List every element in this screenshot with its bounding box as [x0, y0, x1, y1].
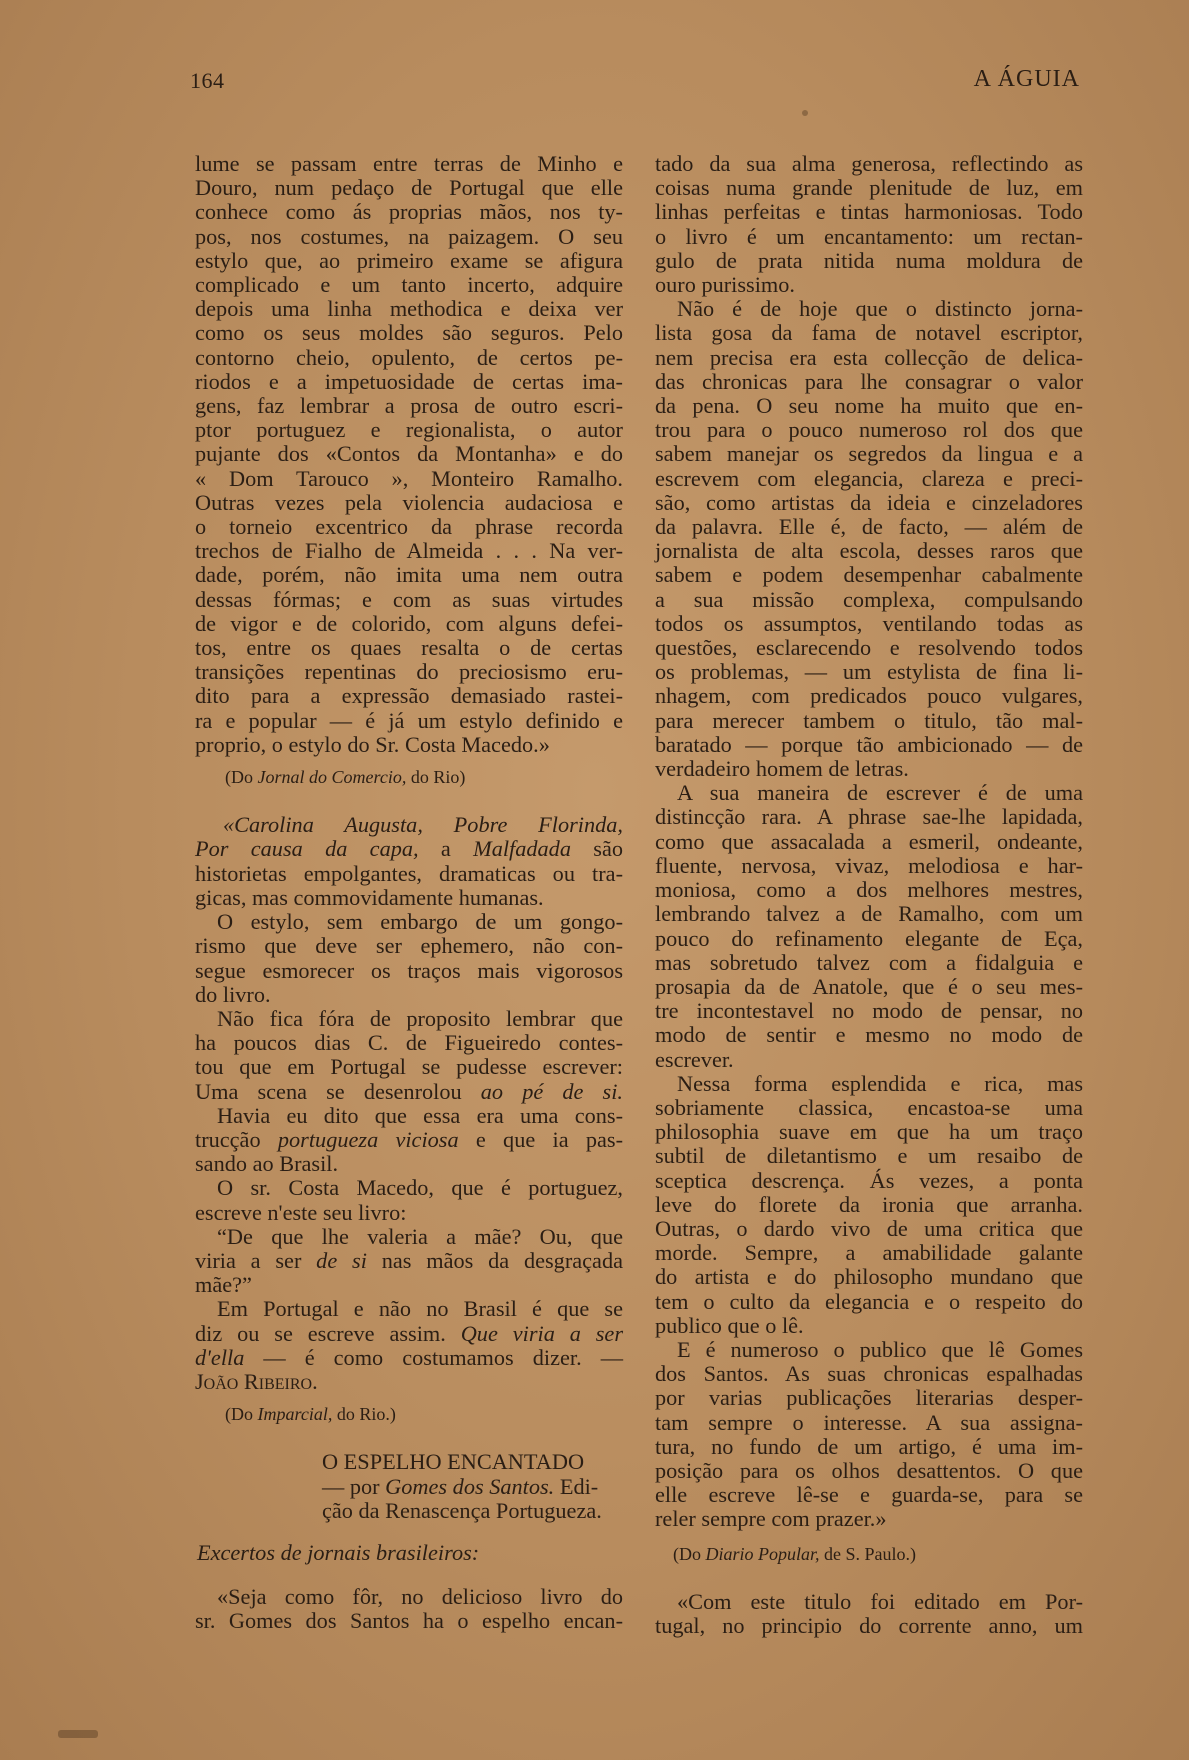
review-joao-ribeiro [195, 813, 623, 1426]
text-line: reler sempre com prazer.» [655, 1506, 887, 1532]
citation-suffix: do Rio.) [332, 1404, 396, 1425]
text-line: pos, nos costumes, na paizagem. O seu [195, 223, 623, 249]
text-line [195, 1346, 623, 1370]
text-span: — por [322, 1473, 386, 1499]
text-line: lume se passam entre terras de Minho e [195, 151, 623, 176]
text-line: O estylo, sem embargo de um gongo- [217, 909, 623, 935]
text-line: publico que o lê. [655, 1312, 804, 1338]
left-column [195, 152, 623, 1634]
text-line: baratado — porque tão ambicionado — de [655, 731, 1083, 757]
text-line: jornalista de alta escola, desses raros que [655, 538, 1083, 564]
text-line: fluente, nervosa, vivaz, melodiosa e har- [655, 852, 1083, 878]
text-line: dade, porém, não imita uma nem outra [195, 562, 623, 588]
text-line: tam sempre o interesse. A sua assigna- [655, 1409, 1083, 1435]
text-line: os problemas, — um estylista de fina li- [655, 659, 1083, 685]
text-line: como os seus moldes são seguros. Pelo [195, 320, 623, 346]
quoted-phrase: ao pé de si. [480, 1078, 623, 1104]
text-line: tado da sua alma generosa, reflectindo as [655, 151, 1083, 176]
text-line: Douro, num pedaço de Portugal que elle [195, 175, 623, 201]
text-line: Outras vezes pela violencia audaciosa e [195, 489, 623, 515]
right-column [655, 152, 1083, 1638]
book-entry [195, 1450, 623, 1633]
text-line: da palavra. Elle é, de facto, — além de [655, 514, 1083, 540]
text-line: lista gosa da fama de notavel escriptor, [655, 320, 1083, 346]
text-line: do livro. [195, 981, 271, 1007]
citation-title: Diario Popular, [705, 1543, 820, 1564]
quoted-phrase: Que viria a ser [460, 1320, 623, 1346]
text-line: coisas numa grande plenitude de luz, em [655, 175, 1083, 201]
text-line: Não é de hoje que o distincto jorna- [677, 296, 1083, 322]
text-line: dos Santos. As suas chronicas espalhadas [655, 1361, 1083, 1387]
text-line: ra e popular — é já um estylo definido e [195, 707, 623, 733]
paper-speck [58, 1730, 98, 1738]
text-line: proprio, o estylo do Sr. Costa Macedo.» [195, 731, 550, 757]
page-header [190, 62, 1080, 102]
citation-suffix: de S. Paulo.) [819, 1543, 917, 1564]
citation-prefix: (Do [225, 1404, 258, 1425]
text-span: nas mãos da desgraçada [366, 1247, 623, 1273]
text-line: E é numeroso o publico que lê Gomes [677, 1336, 1083, 1362]
text-line: modo de sentir e mesmo no modo de [655, 1022, 1083, 1048]
text-line: o torneio excentrico da phrase recorda [195, 514, 623, 540]
text-line: são, como artistas da ideia e cinzeladores [655, 489, 1083, 515]
text-line: tos, entre os quaes resalta o de certas [195, 635, 623, 661]
source-citation [195, 1402, 623, 1426]
text-line: elle escreve lê-se e guarda-se, para se [655, 1482, 1083, 1508]
text-line: gulo de prata nitida numa moldura de [655, 247, 1083, 273]
text-line: escrever. [655, 1046, 734, 1072]
text-line: contorno cheio, opulento, de certos pe- [195, 344, 623, 370]
text-span: trucção [195, 1126, 278, 1152]
text-span: e que ia pas- [458, 1126, 624, 1152]
text-line: sabem e podem desempenhar cabalmente [655, 562, 1083, 588]
text-line: A sua maneira de escrever é de uma [677, 780, 1083, 806]
text-line: prosapia da de Anatole, que é o seu mes- [655, 973, 1083, 999]
text-line: escrevem com elegancia, clareza e preci- [655, 465, 1083, 491]
text-line: ptor portuguez e regionalista, o autor [195, 417, 623, 443]
book-author-line [195, 1475, 623, 1499]
text-line: nhagem, com predicados pouco vulgares, [655, 683, 1083, 709]
text-line: Não fica fóra de proposito lembrar que [217, 1005, 623, 1031]
citation-prefix: (Do [225, 767, 258, 788]
excerpts-heading: Excertos de jornais brasileiros: [197, 1539, 480, 1565]
source-citation [655, 1542, 1083, 1566]
text-line: de vigor e de colorido, com alguns defei- [195, 610, 623, 636]
text-line: posição para os olhos desattentos. O que [655, 1457, 1083, 1483]
text-line: sceptica descrença. Ás vezes, a ponta [655, 1167, 1083, 1193]
book-publisher-line: ção da Renascença Portugueza. [322, 1497, 602, 1523]
review-author: João Ribeiro. [195, 1368, 318, 1394]
text-line: gens, faz lembrar a prosa de outro escri- [195, 393, 623, 419]
text-line: estylo que, ao primeiro exame se afigura [195, 247, 623, 273]
text-line [195, 1322, 623, 1346]
text-line: subtil de diletantismo e um resaibo de [655, 1143, 1083, 1169]
text-line: lembrando talvez a de Ramalho, com um [655, 901, 1083, 927]
text-line: sando ao Brasil. [195, 1151, 339, 1177]
text-line: sabem manejar os segredos da lingua e a [655, 441, 1083, 467]
text-line: ouro purissimo. [655, 272, 795, 298]
citation-title: Imparcial, [257, 1404, 333, 1425]
text-line: das chronicas para lhe consagrar o valor [655, 368, 1083, 394]
text-line: morde. Sempre, a amabilidade galante [655, 1240, 1083, 1266]
text-line: «Com este titulo foi editado em Por- [677, 1588, 1083, 1614]
text-line [195, 1080, 623, 1104]
text-line: tugal, no principio do corrente anno, um [655, 1612, 1083, 1638]
text-line [195, 837, 623, 861]
text-line: tou que em Portugal se pudesse escrever: [195, 1054, 623, 1080]
text-line: “De que lhe valeria a mãe? Ou, que [217, 1223, 623, 1249]
text-line: mãe?” [195, 1272, 252, 1298]
text-line: moniosa, como a dos melhores mestres, [655, 877, 1083, 903]
text-line: verdadeiro homem de letras. [655, 756, 909, 782]
text-line: philosophia suave em que ha um traço [655, 1119, 1083, 1145]
text-line: leve do florete da ironia que arranha. [655, 1191, 1083, 1217]
text-line [195, 1128, 623, 1152]
book-title-heading: O ESPELHO ENCANTADO [322, 1449, 585, 1475]
text-line: pouco do refinamento elegante de Eça, [655, 925, 1083, 951]
text-span: — é como costumamos dizer. — [244, 1344, 623, 1370]
text-line: Em Portugal e não no Brasil é que se [217, 1296, 623, 1322]
text-line: a sua missão complexa, compulsando [655, 586, 1083, 612]
text-line: Outras, o dardo vivo de uma critica que [655, 1215, 1083, 1241]
book-author: Gomes dos Santos. [385, 1473, 555, 1499]
text-line: ha poucos dias C. de Figueiredo contes- [195, 1030, 623, 1056]
quoted-phrase: de si [316, 1247, 367, 1273]
text-line: segue esmorecer os traços mais vigorosos [195, 957, 623, 983]
book-titles: «Carolina Augusta, Pobre Florinda, [223, 812, 623, 838]
text-line: questões, esclarecendo e resolvendo todos [655, 635, 1083, 661]
text-line: sr. Gomes dos Santos ha o espelho encan- [195, 1608, 623, 1634]
text-line: sobriamente classica, encastoa-se uma [655, 1094, 1083, 1120]
journal-title: A ÁGUIA [973, 66, 1080, 92]
text-line: conhece como ás proprias mãos, nos ty- [195, 199, 623, 225]
text-span: a [418, 836, 474, 862]
text-span: Uma scena se desenrolou [195, 1078, 481, 1104]
text-line: pujante dos «Contos da Montanha» e do [195, 441, 623, 467]
text-line: complicado e um tanto incerto, adquire [195, 272, 623, 298]
text-line [195, 1249, 623, 1273]
text-line: dessas fórmas; e com as suas virtudes [195, 586, 623, 612]
citation-suffix: do Rio) [406, 767, 466, 788]
book-title: Malfadada [473, 836, 571, 862]
text-line: « Dom Tarouco », Monteiro Ramalho. [195, 465, 623, 491]
text-span: viria a ser [195, 1247, 317, 1273]
text-line: tem o culto da elegancia e o respeito do [655, 1288, 1083, 1314]
book-title: Por causa da capa, [195, 836, 419, 862]
text-span: diz ou se escreve assim. [195, 1320, 461, 1346]
text-line: dito para a expressão demasiado rastei- [195, 683, 623, 709]
text-line: O sr. Costa Macedo, que é portuguez, [217, 1175, 623, 1201]
text-line: «Seja como fôr, no delicioso livro do [217, 1584, 623, 1610]
text-span: Edi- [554, 1473, 599, 1499]
text-line: transições repentinas do preciosismo eru- [195, 659, 623, 685]
text-line: do artista e do philosopho mundano que [655, 1264, 1083, 1290]
text-line: mas sobretudo talvez com a fidalguia e [655, 949, 1083, 975]
text-line: tura, no fundo de um artigo, é uma im- [655, 1433, 1083, 1459]
text-line: como que assacalada a esmeril, ondeante, [655, 828, 1083, 854]
text-line: tre incontestavel no modo de pensar, no [655, 998, 1083, 1024]
text-line: para merecer tambem o titulo, tão mal- [655, 707, 1083, 733]
text-line: nem precisa era esta collecção de delica- [655, 344, 1083, 370]
text-line: por varias publicações literarias desper- [655, 1385, 1083, 1411]
text-line: trechos de Fialho de Almeida . . . Na ver- [195, 538, 623, 564]
paper-speck [802, 110, 808, 116]
text-line: rismo que deve ser ephemero, não con- [195, 933, 623, 959]
text-line: Nessa forma esplendida e rica, mas [677, 1070, 1083, 1096]
review-costa-macedo [195, 152, 623, 789]
text-line: escreve n'este seu livro: [195, 1199, 407, 1225]
text-line: depois uma linha methodica e deixa ver [195, 296, 623, 322]
text-line: trou para o pouco numeroso rol dos que [655, 417, 1083, 443]
source-citation [195, 765, 623, 789]
text-line: distincção rara. A phrase sae-lhe lapidada, [655, 804, 1083, 830]
text-line: gicas, mas commovidamente humanas. [195, 884, 544, 910]
text-line [195, 813, 623, 837]
text-line: linhas perfeitas e tintas harmoniosas. Todo [655, 199, 1083, 225]
text-line: historietas empolgantes, dramaticas ou tra- [195, 860, 623, 886]
text-line: o livro é um encantamento: um rectan- [655, 223, 1083, 249]
citation-title: Jornal do Comercio, [257, 767, 407, 788]
text-line: todos os assumptos, ventilando todas as [655, 610, 1083, 636]
text-line: riodos e a impetuosidade de certas ima- [195, 368, 623, 394]
text-span: são [570, 836, 624, 862]
citation-prefix: (Do [673, 1543, 706, 1564]
quoted-phrase: portugueza viciosa [277, 1126, 459, 1152]
text-line: da pena. O seu nome ha muito que en- [655, 393, 1083, 419]
text-line: Havia eu dito que essa era uma cons- [217, 1102, 623, 1128]
quoted-phrase: d'ella [195, 1344, 245, 1370]
page-number: 164 [190, 68, 225, 93]
